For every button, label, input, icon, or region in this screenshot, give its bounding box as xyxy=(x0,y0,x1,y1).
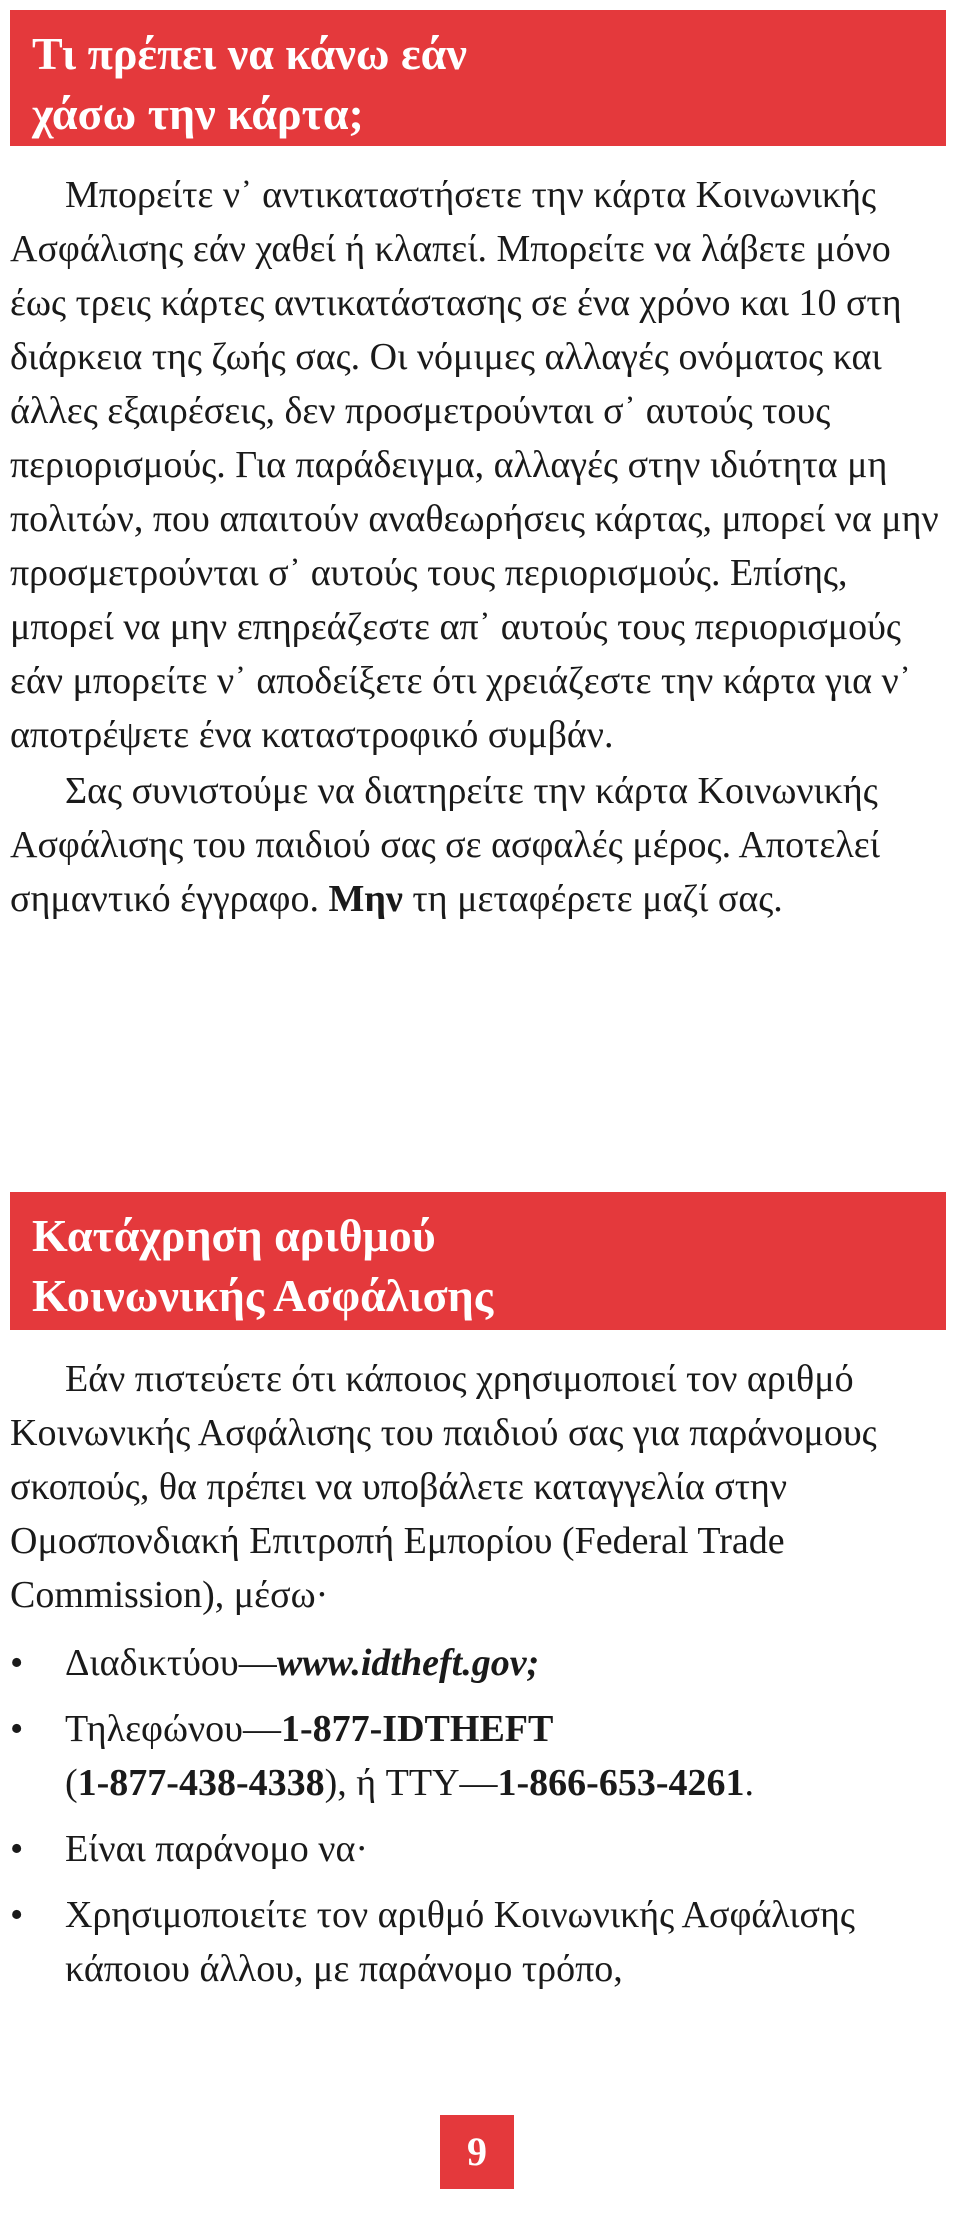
section-heading-number-misuse xyxy=(10,1192,946,1330)
list-item-text: Διαδικτύου— xyxy=(65,1642,277,1684)
lost-card-body xyxy=(10,168,946,926)
heading-line: Κοινωνικής Ασφάλισης xyxy=(32,1270,494,1321)
bullet-icon: • xyxy=(10,1708,24,1750)
list-item xyxy=(10,1702,946,1810)
list-item-text: Χρησιμοποιείτε τον αριθμό Κοινωνικής Ασφάλισης κάποιου άλλου, με παράνομο τρόπο, xyxy=(65,1894,855,1990)
tty-number: 1-866-653-4261 xyxy=(497,1762,745,1804)
list-item-text: ), ή TTY— xyxy=(324,1762,498,1804)
website-link[interactable]: www.idtheft.gov; xyxy=(276,1642,540,1684)
page-number: 9 xyxy=(440,2115,514,2189)
heading-line: χάσω την κάρτα; xyxy=(32,88,364,139)
bullet-list xyxy=(10,1636,946,1996)
heading-line: Κατάχρηση αριθμού xyxy=(32,1210,436,1261)
list-item xyxy=(10,1888,946,1996)
phone-number: 1-877-438-4338 xyxy=(77,1762,325,1804)
phone-number: 1-877-IDTHEFT xyxy=(281,1708,554,1750)
list-item xyxy=(10,1636,946,1690)
list-item-text: Τηλεφώνου— xyxy=(65,1708,281,1750)
paragraph: Μπορείτε ν᾽ αντικαταστήσετε την κάρτα Κοινωνικής Ασφάλισης εάν χαθεί ή κλαπεί. Μπορείτε να λάβετε μόνο έως τρεις κάρτες αντικατάστασης σε ένα χρόνο και 10 στη διάρκεια της ζωής σας. Οι νόμιμες αλλαγές ονόματος και άλλες εξαιρέσεις, δεν προσμετρούνται σ᾽ αυτούς τους περιορισμούς. Για παράδειγμα, αλλαγές στην ιδιότητα μη πολιτών, που απαιτούν αναθεωρήσεις κάρτας, μπορεί να μην προσμετρούνται σ᾽ αυτούς τους περιορισμούς. Επίσης, μπορεί να μην επηρεάζεστε απ᾽ αυτούς τους περιορισμούς εάν μπορείτε ν᾽ αποδείξετε ότι χρειάζεστε την κάρτα για ν᾽ αποτρέψετε ένα καταστροφικό συμβάν. xyxy=(10,174,939,756)
paragraph-text: τη μεταφέρετε μαζί σας. xyxy=(412,878,783,920)
bullet-icon: • xyxy=(10,1642,24,1684)
paragraph: Εάν πιστεύετε ότι κάποιος χρησιμοποιεί τον αριθμό Κοινωνικής Ασφάλισης του παιδιού σας για παράνομους σκοπούς, θα πρέπει να υποβάλετε καταγγελία στην Ομοσπονδιακή Επιτροπή Εμπορίου (Federal Trade Commission), μέσω· xyxy=(10,1358,877,1616)
heading-line: Τι πρέπει να κάνω εάν xyxy=(32,28,467,79)
bullet-icon: • xyxy=(10,1828,24,1870)
paragraph xyxy=(10,764,946,926)
list-item-text: Είναι παράνομο να· xyxy=(65,1828,369,1870)
paragraph-text: Σας συνιστούμε να διατηρείτε την κάρτα Κοινωνικής Ασφάλισης του παιδιού σας σε ασφαλές μέρος. Αποτελεί σημαντικό έγγραφο. xyxy=(10,770,880,920)
bullet-icon: • xyxy=(10,1894,24,1936)
list-item-text: ( xyxy=(65,1762,78,1804)
number-misuse-body xyxy=(10,1352,946,2008)
list-item xyxy=(10,1822,946,1876)
emphasis-text: Μην xyxy=(328,878,403,920)
section-heading-lost-card xyxy=(10,10,946,146)
list-item-text: . xyxy=(744,1762,754,1804)
